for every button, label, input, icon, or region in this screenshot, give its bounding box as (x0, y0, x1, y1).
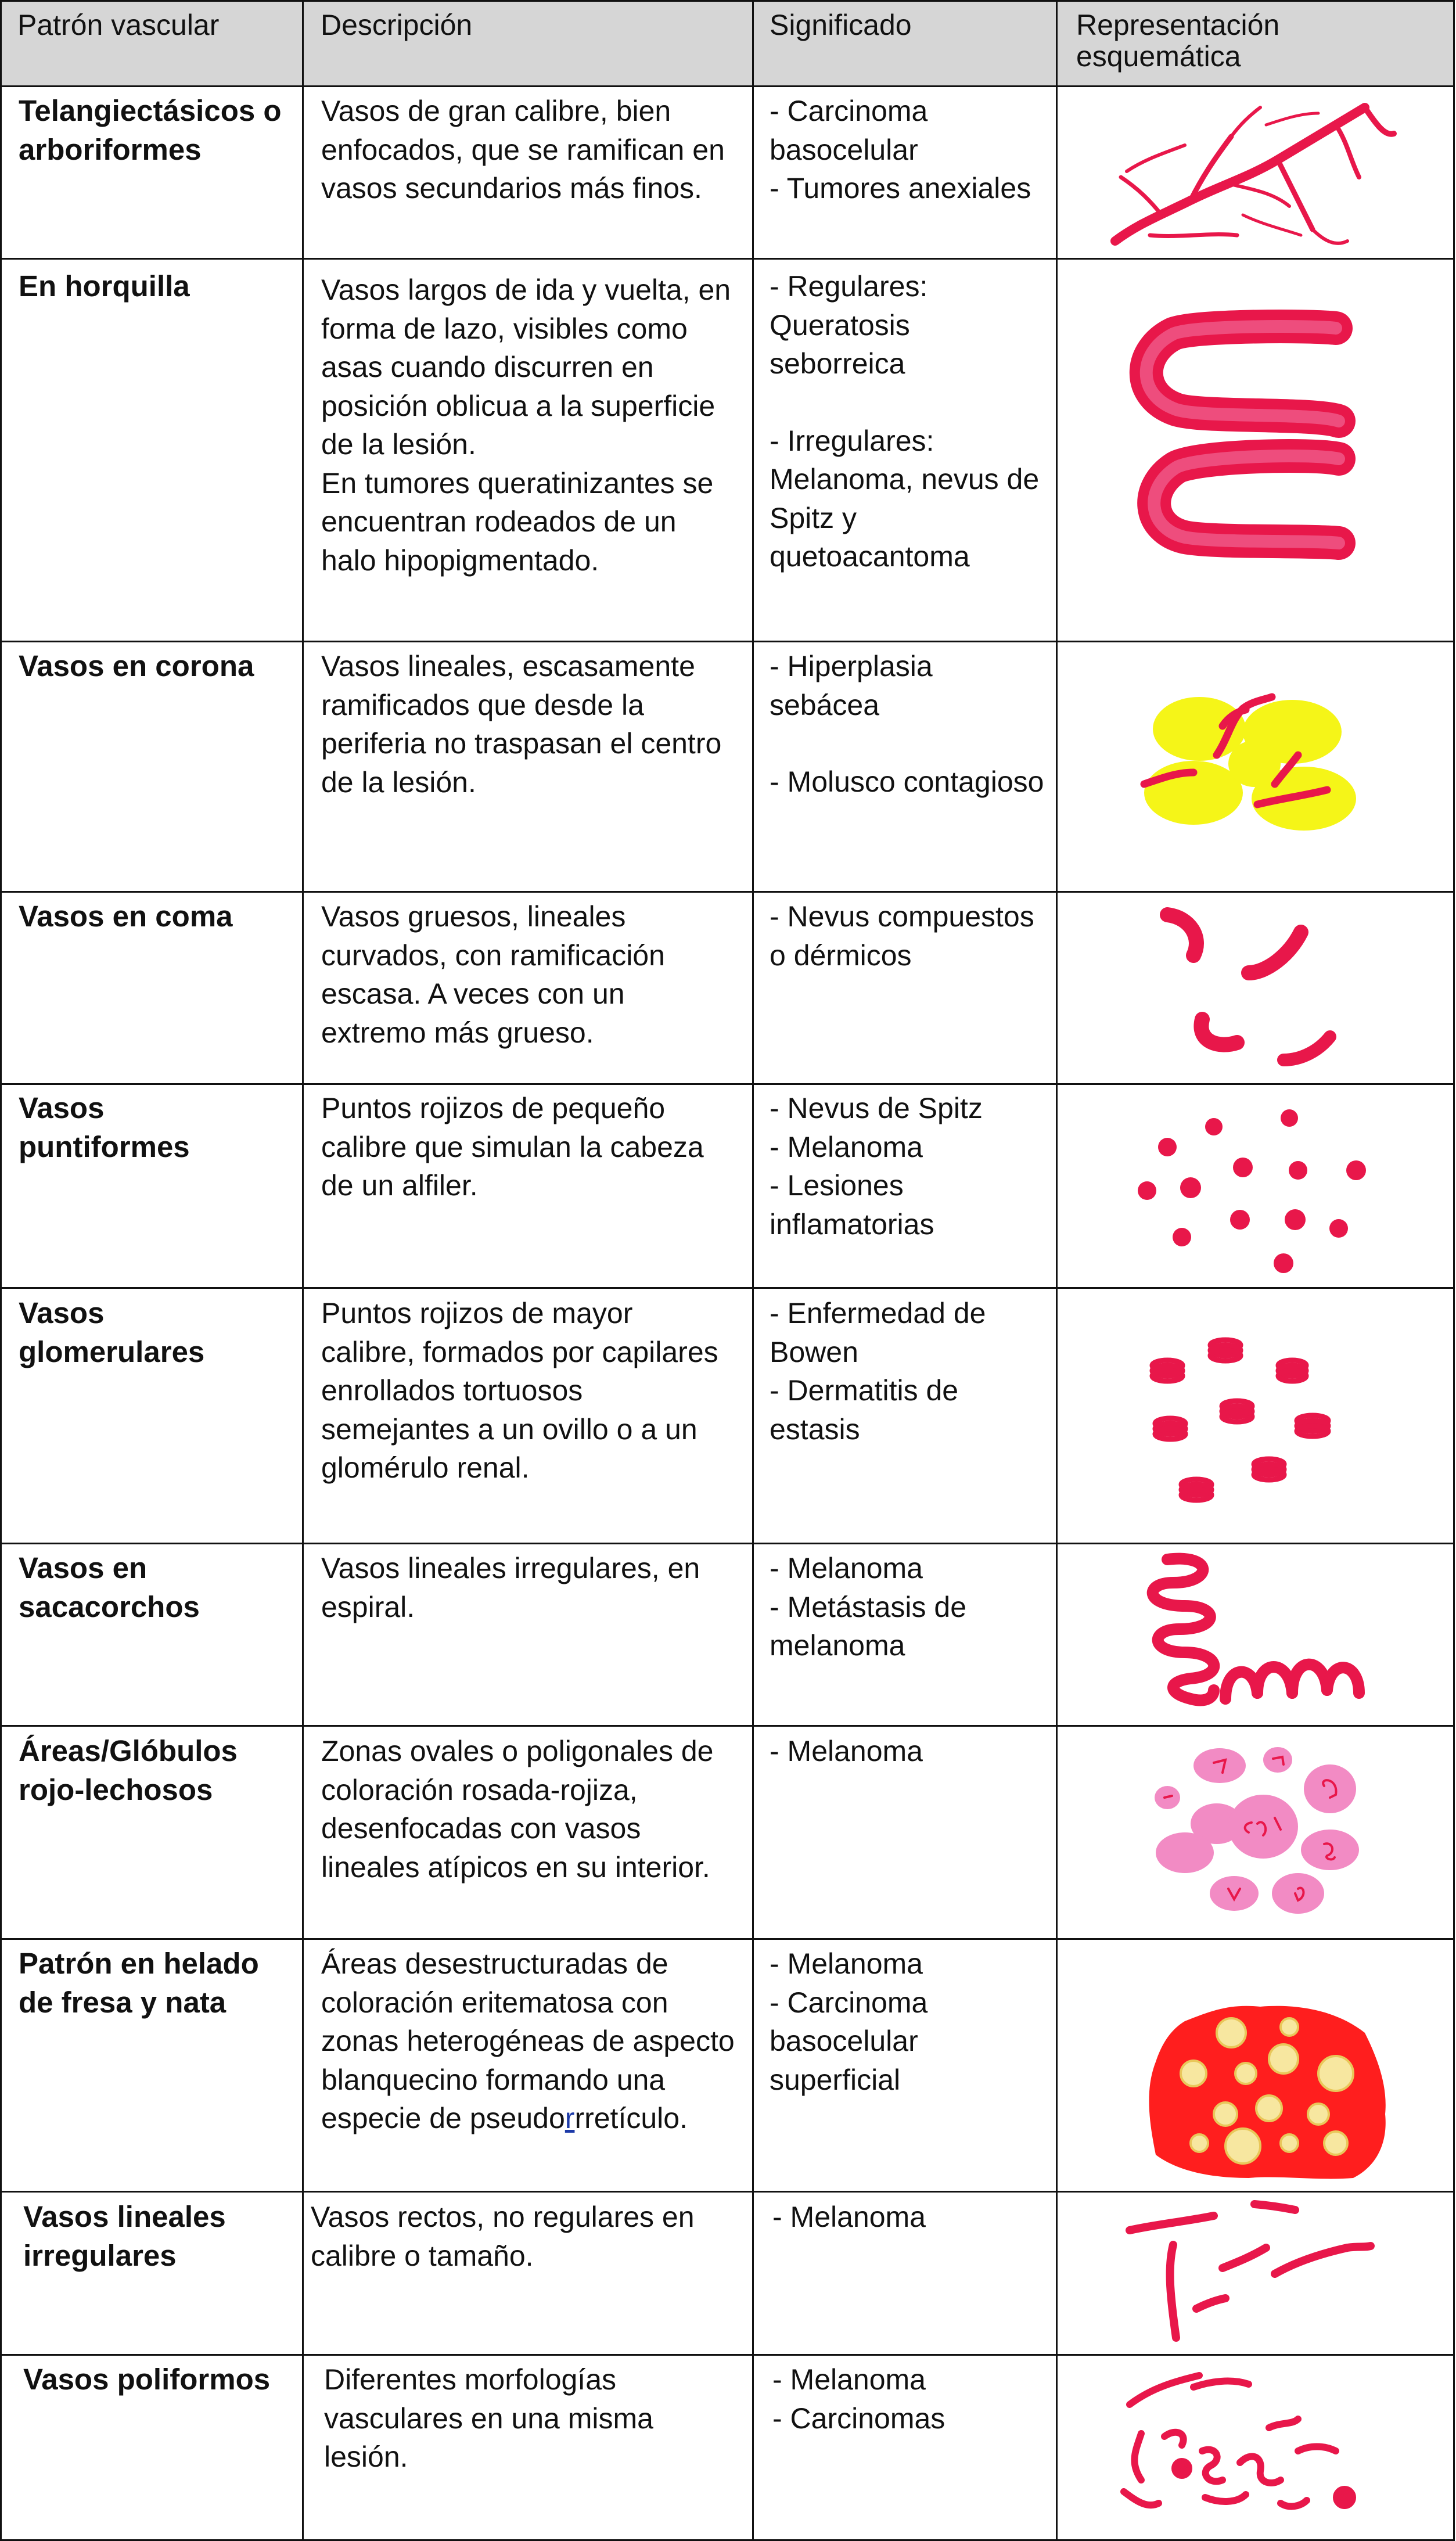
crown-vessels-icon (1130, 685, 1374, 842)
row-divider (0, 1725, 1455, 1727)
row-4-meaning: - Nevus compuestos o dérmicos (770, 900, 1034, 972)
tracked-change-mark: r (565, 2102, 575, 2134)
row-divider (0, 2191, 1455, 2193)
row-8-meaning: - Melanoma (770, 1735, 923, 1767)
meaning-item: - Carcinoma basocelular superficial (770, 1986, 928, 2096)
meaning-item: - Regulares: Queratosis seborreica (770, 270, 928, 380)
strawberry-cream-pattern-icon (1144, 1998, 1400, 2184)
row-10-description: Vasos rectos, no regulares en calibre o tamaño. (311, 2201, 695, 2272)
row-10-meaning: - Melanoma (772, 2201, 926, 2233)
row-divider (0, 1543, 1455, 1544)
row-5-pattern: Vasos puntiformes (19, 1091, 190, 1163)
row-8-pattern: Áreas/Glóbulos rojo-lechosos (19, 1734, 238, 1806)
corkscrew-vessels-icon (1138, 1548, 1382, 1716)
meaning-item: - Melanoma (770, 1947, 923, 1980)
row-2-description (321, 271, 739, 580)
meaning-item: - Irregulares: Melanoma, nevus de Spitz y quetoacantoma (770, 424, 1040, 573)
column-divider (1453, 0, 1455, 2541)
description-text: Áreas desestructuradas de coloración eritematosa con zonas heterogéneas de aspecto blanquecino formando una especie de pseudo (321, 1947, 735, 2134)
meaning-item: - Carcinomas (772, 2402, 945, 2435)
meaning-item: - Lesiones inflamatorias (770, 1169, 934, 1241)
row-4-description: Vasos gruesos, lineales curvados, con ramificación escasa. A veces con un extremo más grueso. (321, 900, 665, 1049)
meaning-item: - Dermatitis de estasis (770, 1374, 959, 1446)
description-text: rretículo. (574, 2102, 688, 2134)
row-7-description: Vasos lineales irregulares, en espiral. (321, 1552, 700, 1623)
row-1-description: Vasos de gran calibre, bien enfocados, que se ramifican en vasos secundarios más finos. (321, 95, 725, 204)
row-divider (0, 2354, 1455, 2356)
row-9-pattern: Patrón en helado de fresa y nata (19, 1947, 259, 2019)
header-description: Descripción (321, 9, 473, 41)
meaning-item: - Molusco contagioso (770, 765, 1044, 798)
description-paragraph: Vasos largos de ida y vuelta, en forma de lazo, visibles como asas cuando discurren en posición oblicua a la superficie de la lesión. (321, 274, 731, 461)
linear-irregular-vessels-icon (1109, 2198, 1388, 2349)
milky-red-globules-icon (1138, 1737, 1371, 1922)
row-2-meaning (770, 267, 1048, 576)
row-divider (0, 1287, 1455, 1289)
meaning-item: - Enfermedad de Bowen (770, 1297, 986, 1368)
row-7-meaning (770, 1549, 1048, 1665)
meaning-item: - Carcinoma basocelular (770, 95, 928, 166)
row-1-meaning (770, 92, 1048, 208)
row-3-pattern: Vasos en corona (19, 649, 254, 682)
meaning-item: - Hiperplasia sebácea (770, 650, 933, 721)
row-11-description: Diferentes morfologías vasculares en una misma lesión. (324, 2363, 653, 2473)
row-1-pattern: Telangiectásicos o arboriformes (19, 94, 282, 166)
row-divider (0, 258, 1455, 260)
row-divider (0, 891, 1455, 893)
row-divider (0, 1083, 1455, 1085)
row-5-meaning (770, 1089, 1048, 1243)
meaning-spacer (770, 724, 1048, 763)
row-divider (0, 641, 1455, 642)
dotted-vessels-icon (1121, 1098, 1376, 1284)
row-6-description: Puntos rojizos de mayor calibre, formados por capilares enrollados tortuosos semejantes a un ovillo o a un glomérulo renal. (321, 1297, 718, 1484)
meaning-item: - Tumores anexiales (770, 172, 1031, 204)
column-divider (302, 0, 304, 2191)
row-11-meaning (772, 2360, 1051, 2438)
row-7-pattern: Vasos en sacacorchos (19, 1551, 200, 1623)
table-border-top (0, 0, 1455, 2)
column-divider (1056, 0, 1058, 2541)
meaning-item: - Nevus de Spitz (770, 1092, 983, 1124)
header-vascular-pattern: Patrón vascular (17, 9, 220, 41)
comma-vessels-icon (1150, 903, 1371, 1072)
column-divider (752, 0, 754, 2541)
description-paragraph: En tumores queratinizantes se encuentran rodeados de un halo hipopigmentado. (321, 466, 714, 577)
row-divider (0, 1938, 1455, 1940)
row-3-meaning (770, 647, 1048, 802)
row-6-meaning (770, 1294, 1048, 1449)
row-9-description (321, 1945, 745, 2138)
row-divider (0, 85, 1455, 87)
glomerular-vessels-icon (1127, 1330, 1371, 1516)
row-8-description: Zonas ovales o poligonales de coloración rosada-rojiza, desenfocadas con vasos lineales atípicos en su interior. (321, 1735, 714, 1884)
row-10-pattern: Vasos lineales irregulares (23, 2200, 226, 2272)
meaning-spacer (770, 383, 1048, 422)
header-schematic: Representación esquemática (1076, 9, 1280, 73)
arborizing-vessels-icon (1092, 90, 1405, 258)
row-11-pattern: Vasos poliformos (23, 2363, 271, 2396)
hairpin-vessels-icon (1121, 302, 1388, 569)
meaning-item: - Melanoma (772, 2363, 926, 2396)
row-2-pattern: En horquilla (19, 269, 190, 303)
row-6-pattern: Vasos glomerulares (19, 1296, 205, 1368)
row-4-pattern: Vasos en coma (19, 900, 233, 933)
polymorphous-vessels-icon (1106, 2364, 1362, 2532)
column-divider (302, 2191, 304, 2541)
row-5-description: Puntos rojizos de pequeño calibre que simulan la cabeza de un alfiler. (321, 1092, 704, 1202)
row-3-description: Vasos lineales, escasamente ramificados que desde la periferia no traspasan el centro de la lesión. (321, 650, 722, 799)
row-9-meaning (770, 1945, 1048, 2099)
column-divider (0, 0, 2, 2541)
meaning-item: - Melanoma (770, 1130, 923, 1163)
meaning-item: - Melanoma (770, 1552, 923, 1584)
meaning-item: - Metástasis de melanoma (770, 1590, 967, 1662)
header-meaning: Significado (770, 9, 912, 41)
